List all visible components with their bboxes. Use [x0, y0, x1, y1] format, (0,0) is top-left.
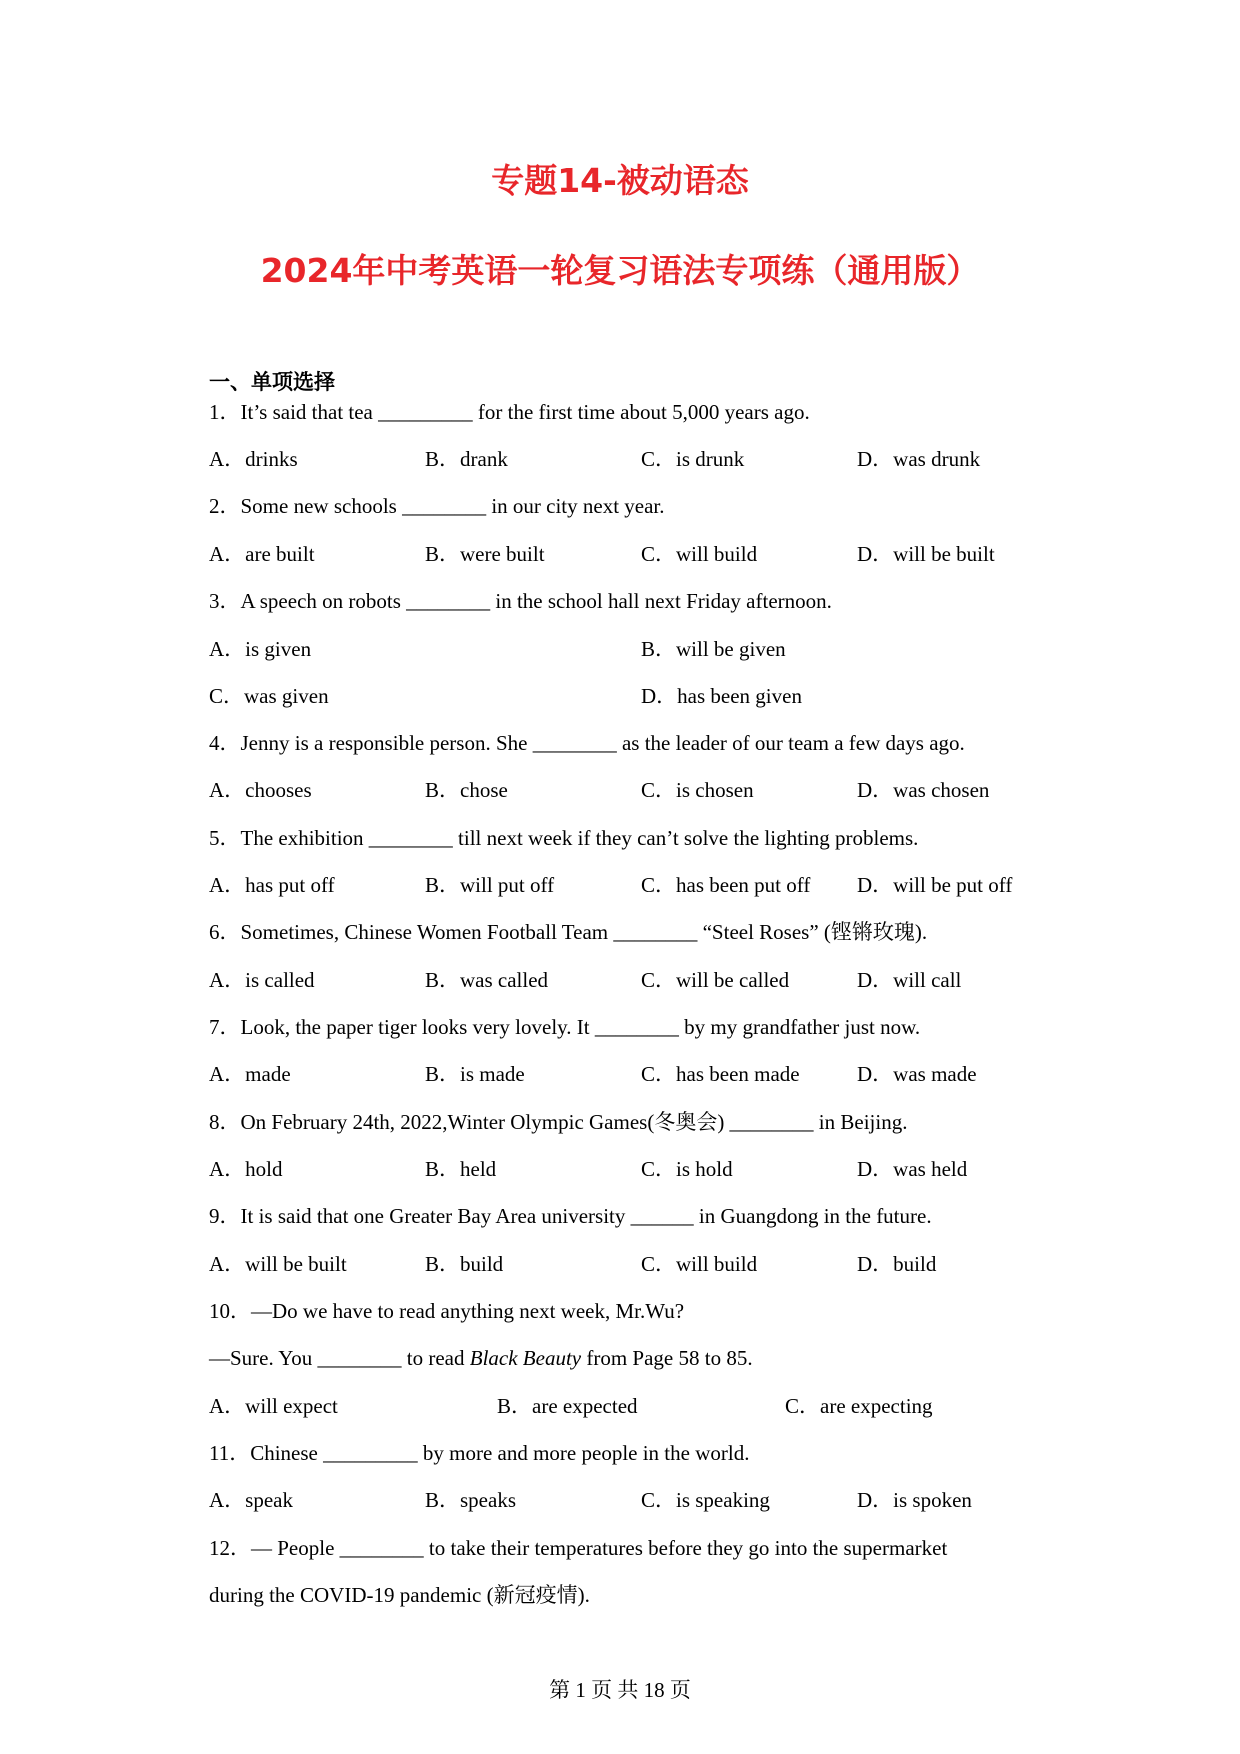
question-8: 8．On February 24th, 2022,Winter Olympic Games(冬奥会) ________ in Beijing. [209, 1110, 908, 1134]
document-title: 专题14-被动语态 [491, 161, 749, 200]
question-3: 3．A speech on robots ________ in the school hall next Friday afternoon. [209, 589, 832, 613]
q3-option-b: B．will be given [641, 637, 786, 661]
q11-option-a: A．speak [209, 1488, 293, 1512]
q5-option-c: C．has been put off [641, 873, 811, 897]
q11-option-d: D．is spoken [857, 1488, 972, 1512]
q7-option-d: D．was made [857, 1062, 977, 1086]
q10-option-a: A．will expect [209, 1394, 338, 1418]
question-5: 5．The exhibition ________ till next week if they can’t solve the lighting problems. [209, 826, 919, 850]
q9-option-c: C．will build [641, 1252, 758, 1276]
question-4: 4．Jenny is a responsible person. She ________ as the leader of our team a few days ago. [209, 731, 965, 755]
q4-option-c: C．is chosen [641, 778, 754, 802]
q10-option-b: B．are expected [497, 1394, 638, 1418]
q1-option-c: C．is drunk [641, 447, 745, 471]
q9-option-b: B．build [425, 1252, 504, 1276]
q7-option-b: B．is made [425, 1062, 525, 1086]
document-subtitle: 2024年中考英语一轮复习语法专项练（通用版） [260, 251, 980, 290]
q9-option-d: D．build [857, 1252, 937, 1276]
q5-option-b: B．will put off [425, 873, 555, 897]
q8-option-d: D．was held [857, 1157, 968, 1181]
q4-option-b: B．chose [425, 778, 508, 802]
q1-option-d: D．was drunk [857, 447, 981, 471]
section-heading: 一、单项选择 [209, 370, 335, 394]
q5-option-d: D．will be put off [857, 873, 1013, 897]
q2-option-c: C．will build [641, 542, 758, 566]
q11-option-b: B．speaks [425, 1488, 516, 1512]
q4-option-d: D．was chosen [857, 778, 990, 802]
q8-option-a: A．hold [209, 1157, 283, 1181]
q11-option-c: C．is speaking [641, 1488, 770, 1512]
q7-option-a: A．made [209, 1062, 291, 1086]
q3-option-d: D．has been given [641, 684, 802, 708]
question-9: 9．It is said that one Greater Bay Area university ______ in Guangdong in the future. [209, 1204, 932, 1228]
question-12: 12．— People ________ to take their temperatures before they go into the supermarket [209, 1536, 948, 1560]
question-10-reply [209, 1345, 753, 1371]
q2-option-d: D．will be built [857, 542, 995, 566]
question-7: 7．Look, the paper tiger looks very lovely. It ________ by my grandfather just now. [209, 1015, 921, 1039]
q6-option-a: A．is called [209, 968, 315, 992]
q1-option-b: B．drank [425, 447, 508, 471]
question-2: 2．Some new schools ________ in our city next year. [209, 494, 665, 518]
q9-option-a: A．will be built [209, 1252, 347, 1276]
question-1: 1．It’s said that tea _________ for the first time about 5,000 years ago. [209, 400, 810, 424]
q2-option-b: B．were built [425, 542, 545, 566]
q6-option-c: C．will be called [641, 968, 790, 992]
question-11: 11．Chinese _________ by more and more people in the world. [209, 1441, 750, 1465]
question-10: 10．—Do we have to read anything next week, Mr.Wu? [209, 1299, 685, 1323]
q4-option-a: A．chooses [209, 778, 312, 802]
q2-option-a: A．are built [209, 542, 315, 566]
q1-option-a: A．drinks [209, 447, 298, 471]
q10-reply-pre: —Sure. You ________ to read [209, 1346, 470, 1370]
q10-book-title: Black Beauty [469, 1346, 582, 1370]
q8-option-b: B．held [425, 1157, 497, 1181]
q5-option-a: A．has put off [209, 873, 335, 897]
q8-option-c: C．is hold [641, 1157, 733, 1181]
q10-reply-post: from Page 58 to 85. [581, 1346, 753, 1370]
q10-option-c: C．are expecting [785, 1394, 933, 1418]
question-12-continued: during the COVID-19 pandemic (新冠疫情). [209, 1583, 590, 1607]
q6-option-d: D．will call [857, 968, 962, 992]
q3-option-c: C．was given [209, 684, 329, 708]
q7-option-c: C．has been made [641, 1062, 800, 1086]
q6-option-b: B．was called [425, 968, 549, 992]
q3-option-a: A．is given [209, 637, 312, 661]
page-number: 第 1 页 共 18 页 [549, 1678, 691, 1702]
question-6: 6．Sometimes, Chinese Women Football Team ________ “Steel Roses” (铿锵玫瑰). [209, 920, 928, 944]
